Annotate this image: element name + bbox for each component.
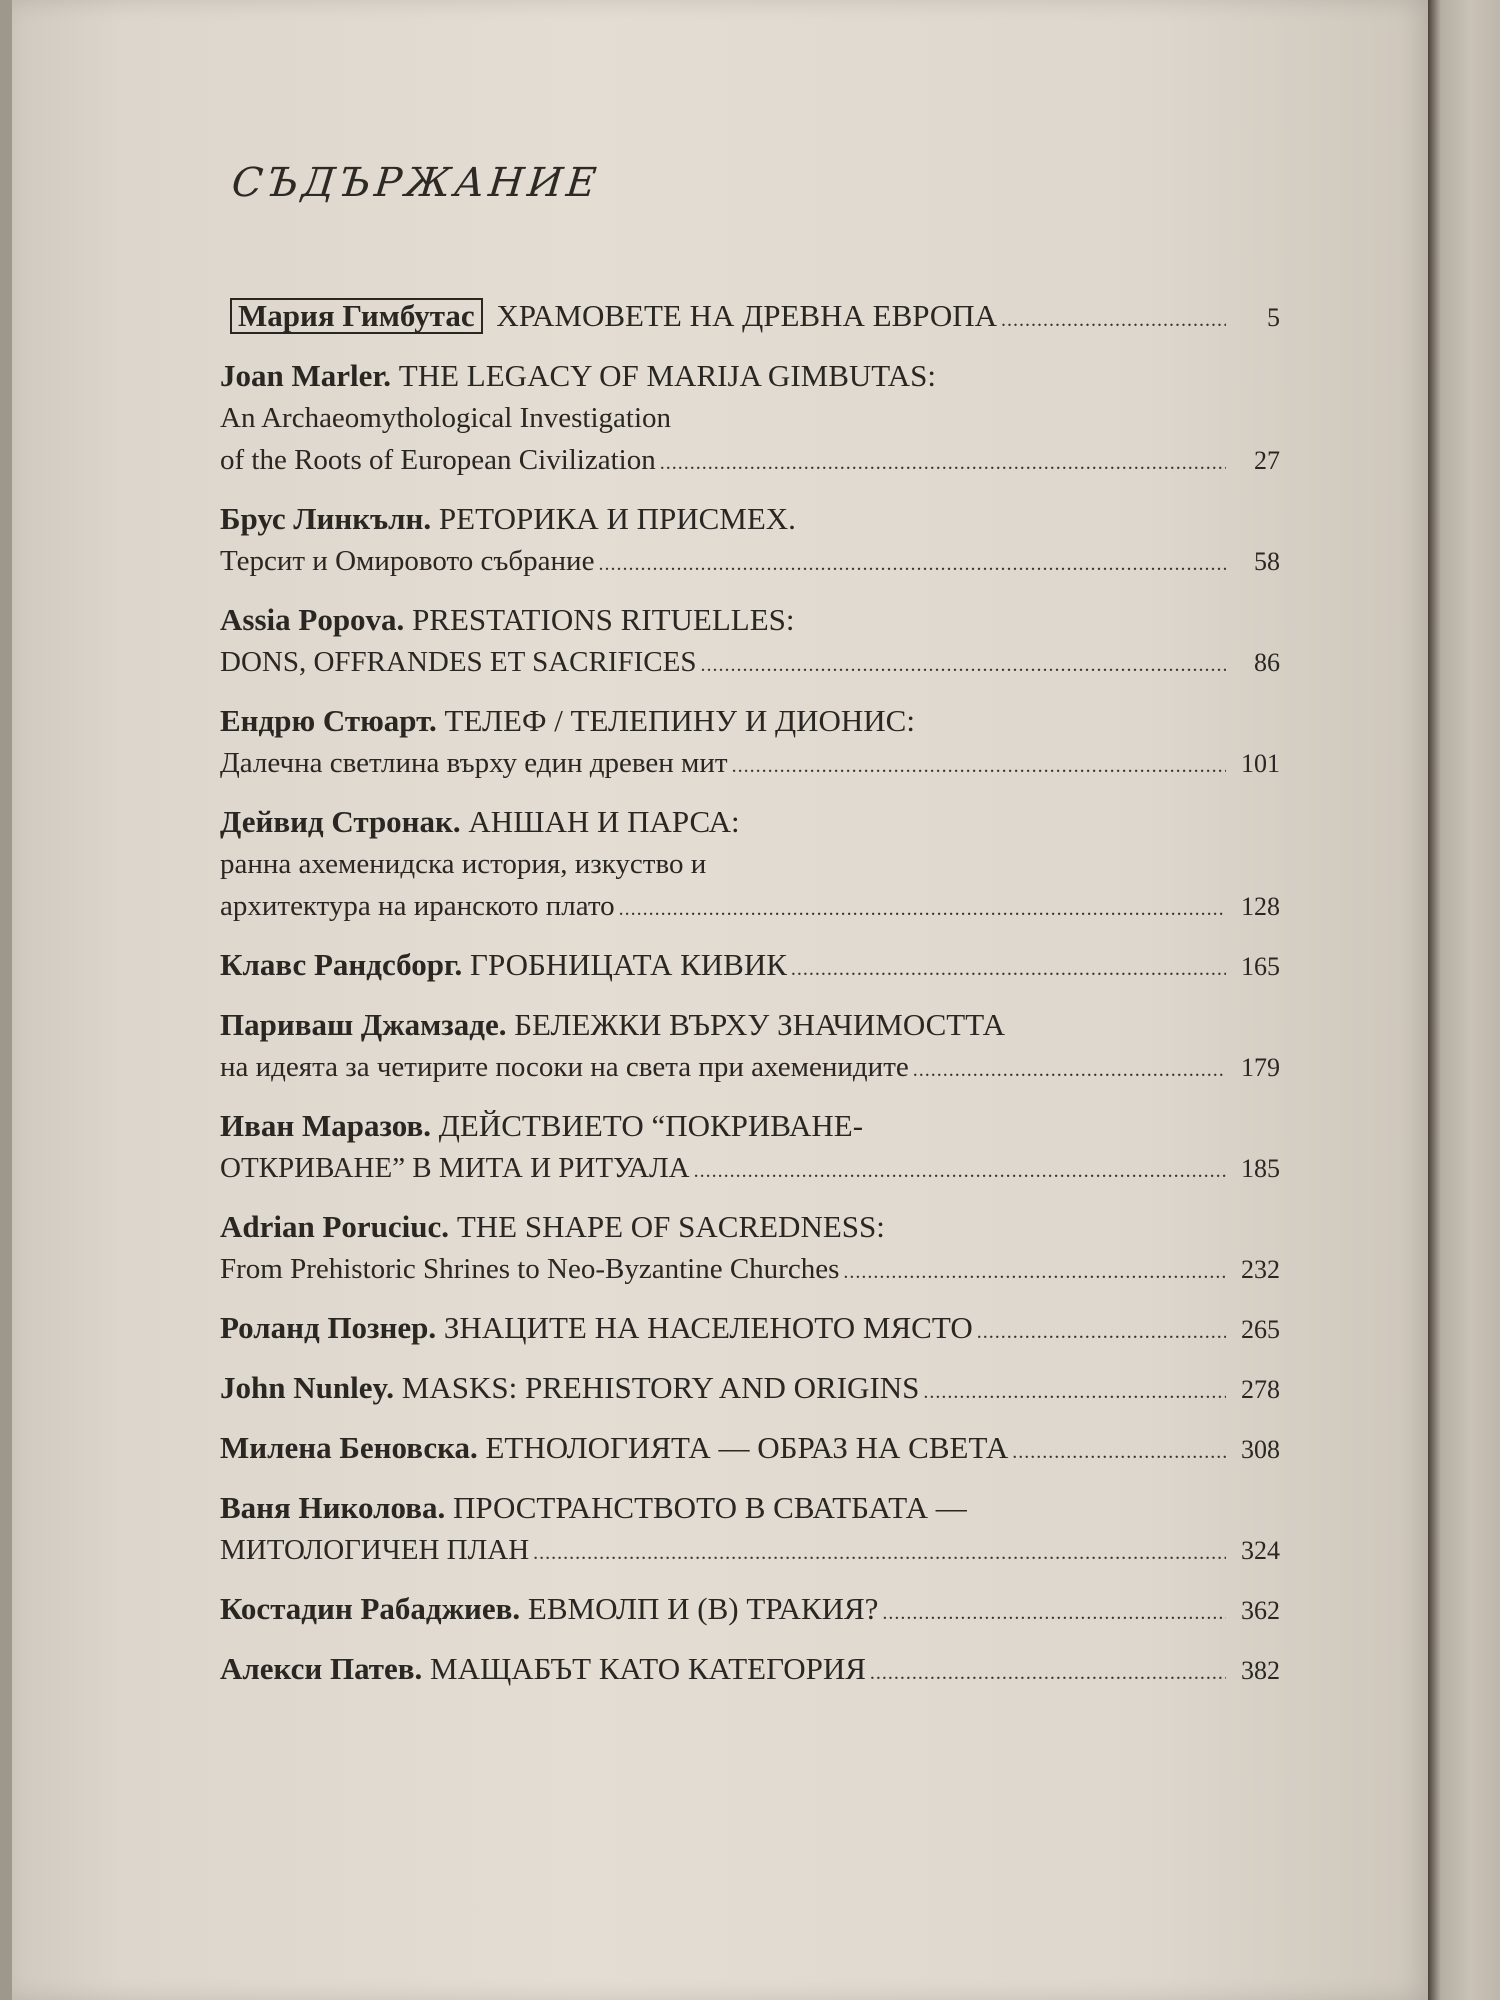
entry-page-number: 58	[1254, 547, 1280, 576]
dot-leader	[882, 1592, 1226, 1634]
toc-entry	[220, 1487, 1280, 1574]
toc-entry	[220, 1105, 1280, 1192]
entry-title: ГРОБНИЦАТА КИВИК	[470, 947, 787, 982]
entry-page-number: 232	[1241, 1255, 1280, 1284]
entry-title: ЗНАЦИТЕ НА НАСЕЛЕНОТО МЯСТО	[443, 1310, 973, 1345]
toc-entry	[220, 295, 1280, 341]
toc-entry-subtitle-line	[220, 1147, 1280, 1192]
entry-page-number: 324	[1241, 1536, 1280, 1565]
entry-subtitle: DONS, OFFRANDES ET SACRIFICES	[220, 646, 697, 678]
entry-subtitle: An Archaeomythological Investigation	[220, 402, 672, 434]
entry-page-number: 308	[1241, 1435, 1280, 1464]
dot-leader	[870, 1652, 1226, 1694]
entry-subtitle: ранна ахеменидска история, изкуство и	[220, 848, 707, 880]
entry-title: ЕТНОЛОГИЯТА — ОБРАЗ НА СВЕТА	[485, 1430, 1009, 1465]
dot-leader	[791, 948, 1226, 990]
entry-subtitle: Терсит и Омировото събрание	[220, 545, 595, 577]
toc-entry-heading-line	[220, 1367, 1280, 1413]
entry-author: Костадин Рабаджиев.	[220, 1591, 521, 1626]
entry-author: Мария Гимбутас	[230, 298, 483, 334]
entry-author: Ваня Николова.	[220, 1490, 446, 1525]
entry-title: ПРОСТРАНСТВОТО В СВАТБАТА —	[452, 1490, 967, 1525]
entry-page-number: 179	[1241, 1053, 1280, 1082]
entry-title: МАЩАБЪТ КАТО КАТЕГОРИЯ	[430, 1651, 866, 1686]
toc-entry	[220, 498, 1280, 585]
toc-entry-subtitle-line	[220, 397, 1280, 439]
toc-entry-heading-line	[220, 1105, 1280, 1147]
entry-subtitle: Далечна светлина върху един древен мит	[220, 747, 728, 779]
toc-entry-heading-line	[220, 801, 1280, 843]
entry-author: Assia Popova.	[220, 602, 405, 637]
toc-entry-heading-line	[220, 700, 1280, 742]
toc-entry-heading-line	[220, 1427, 1280, 1473]
entry-author: Алекси Патев.	[220, 1651, 423, 1686]
entry-title: РЕТОРИКА И ПРИСМЕХ.	[438, 501, 796, 536]
dot-leader	[598, 543, 1226, 585]
toc-entry-heading-line	[220, 1004, 1280, 1046]
toc-entry-subtitle-line	[220, 1248, 1280, 1293]
toc-entry-subtitle-line	[220, 742, 1280, 787]
toc-entry	[220, 1206, 1280, 1293]
entry-title: THE LEGACY OF MARIJA GIMBUTAS:	[398, 358, 936, 393]
table-of-contents	[220, 295, 1280, 1708]
entry-author: John Nunley.	[220, 1370, 395, 1405]
entry-author: Милена Беновска.	[220, 1430, 478, 1465]
toc-entry-heading-line	[220, 1588, 1280, 1634]
toc-entry-heading-line	[220, 1307, 1280, 1353]
entry-author: Брус Линкълн.	[220, 501, 432, 536]
entry-page-number: 362	[1241, 1596, 1280, 1625]
entry-page-number: 165	[1241, 952, 1280, 981]
page-title: СЪДЪРЖАНИЕ	[229, 160, 603, 206]
right-page-edge	[1428, 0, 1500, 2000]
toc-entry	[220, 1588, 1280, 1634]
dot-leader	[843, 1251, 1226, 1293]
toc-entry-subtitle-line	[220, 641, 1280, 686]
entry-subtitle: архитектура на иранското плато	[220, 890, 615, 922]
toc-entry	[220, 1648, 1280, 1694]
entry-page-number: 382	[1241, 1656, 1280, 1685]
entry-title: MASKS: PREHISTORY AND ORIGINS	[401, 1370, 920, 1405]
toc-entry	[220, 801, 1280, 930]
entry-author: Клавс Рандсборг.	[220, 947, 463, 982]
entry-author: Дейвид Стронак.	[220, 804, 461, 839]
toc-entry	[220, 1004, 1280, 1091]
dot-leader	[732, 745, 1226, 787]
entry-author: Париваш Джамзаде.	[220, 1007, 507, 1042]
entry-author: Ендрю Стюарт.	[220, 703, 437, 738]
dot-leader	[700, 644, 1226, 686]
entry-title: PRESTATIONS RITUELLES:	[412, 602, 795, 637]
dot-leader	[694, 1150, 1226, 1192]
dot-leader	[923, 1371, 1226, 1413]
toc-entry-subtitle-line	[220, 439, 1280, 484]
dot-leader	[533, 1532, 1226, 1574]
entry-subtitle: of the Roots of European Civilization	[220, 444, 656, 476]
entry-title: THE SHAPE OF SACREDNESS:	[456, 1209, 885, 1244]
toc-entry-heading-line	[220, 944, 1280, 990]
entry-subtitle: МИТОЛОГИЧЕН ПЛАН	[220, 1534, 530, 1566]
entry-author: Adrian Poruciuc.	[220, 1209, 450, 1244]
entry-page-number: 86	[1254, 648, 1280, 677]
toc-entry	[220, 1367, 1280, 1413]
dot-leader	[1012, 1431, 1226, 1473]
dot-leader	[1001, 299, 1226, 341]
toc-entry-heading-line	[220, 1206, 1280, 1248]
entry-page-number: 265	[1241, 1315, 1280, 1344]
entry-title: БЕЛЕЖКИ ВЪРХУ ЗНАЧИМОСТТА	[514, 1007, 1005, 1042]
entry-page-number: 128	[1241, 892, 1280, 921]
toc-entry-heading-line	[220, 295, 1280, 341]
toc-entry-subtitle-line	[220, 540, 1280, 585]
entry-title: ЕВМОЛП И (В) ТРАКИЯ?	[527, 1591, 879, 1626]
toc-entry-subtitle-line	[220, 1046, 1280, 1091]
entry-title: ХРАМОВЕТЕ НА ДРЕВНА ЕВРОПА	[496, 298, 998, 333]
toc-entry	[220, 355, 1280, 484]
entry-page-number: 278	[1241, 1375, 1280, 1404]
entry-subtitle: ОТКРИВАНЕ” В МИТА И РИТУАЛА	[220, 1152, 690, 1184]
entry-page-number: 27	[1254, 446, 1280, 475]
toc-entry-heading-line	[220, 599, 1280, 641]
toc-entry-heading-line	[220, 1648, 1280, 1694]
entry-page-number: 5	[1267, 303, 1280, 332]
dot-leader	[913, 1049, 1226, 1091]
toc-entry-subtitle-line	[220, 885, 1280, 930]
entry-subtitle: на идеята за четирите посоки на света при ахеменидите	[220, 1051, 909, 1083]
entry-author: Иван Маразов.	[220, 1108, 431, 1143]
toc-entry	[220, 599, 1280, 686]
dot-leader	[619, 888, 1226, 930]
entry-page-number: 185	[1241, 1154, 1280, 1183]
toc-entry	[220, 944, 1280, 990]
toc-entry	[220, 1307, 1280, 1353]
toc-entry-subtitle-line	[220, 1529, 1280, 1574]
entry-author: Роланд Познер.	[220, 1310, 437, 1345]
entry-title: ДЕЙСТВИЕТО “ПОКРИВАНЕ-	[438, 1108, 864, 1143]
toc-entry	[220, 700, 1280, 787]
toc-entry-heading-line	[220, 355, 1280, 397]
entry-page-number: 101	[1241, 749, 1280, 778]
toc-entry-heading-line	[220, 498, 1280, 540]
left-page-edge	[0, 0, 12, 2000]
toc-entry-subtitle-line	[220, 843, 1280, 885]
dot-leader	[977, 1311, 1226, 1353]
toc-entry-heading-line	[220, 1487, 1280, 1529]
entry-subtitle: From Prehistoric Shrines to Neo-Byzantine Churches	[220, 1253, 840, 1285]
entry-title: ТЕЛЕФ / ТЕЛЕПИНУ И ДИОНИС:	[444, 703, 915, 738]
entry-author: Joan Marler.	[220, 358, 392, 393]
toc-entry	[220, 1427, 1280, 1473]
entry-title: АНШАН И ПАРСА:	[468, 804, 740, 839]
dot-leader	[660, 442, 1226, 484]
